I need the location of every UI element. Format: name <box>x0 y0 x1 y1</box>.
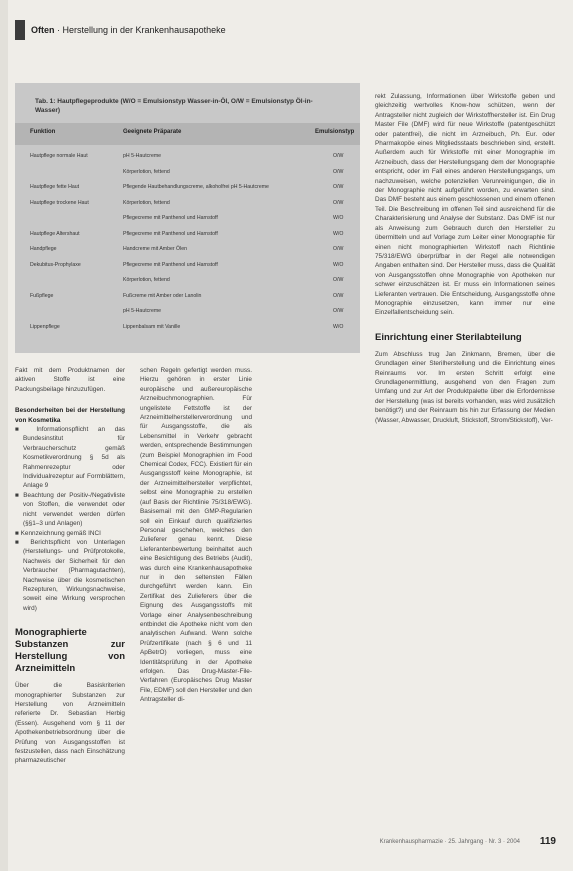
page-number: 119 <box>539 836 556 847</box>
cell-funktion: Hautpflege Altershaut <box>30 230 80 237</box>
page-footer <box>300 836 560 852</box>
col2-body: schen Regeln gefertigt werden muss. Hierzu gehören in erster Linie europäische und außereuropäische Arzneibuchmonographien. Für ungelistete Fettstoffe ist der Arzneimittelherstellerverordnung und für Ausgangsstoffe, die als Lebensmittel in Verkehr gebracht werden, entsprechende Bestimmungen (zum Beispiel Monographien im Food Chemical Codex, FCC). Existiert für ein Ausgangsstoff keine Monographie, ist der Arzneimittelhersteller verpflichtet, selbst eine Monographie zu erstellen (auf Basis der Richtlinie 75/318/EWG). Basisemail mit den GMP-Regularien soll ein Einkauf durch qualifiziertes Personal geschehen, welches den Zulieferer genau kennt. Diese Lieferantenbewertung beinhaltet auch eine Besichtigung des Betriebs (Audit), was durch eine Krankenhausapotheke nur in den seltensten Fällen durchgeführt werden kann. Ein Zertifikat des Zulieferers über die Eignung des Ausgangsstoffs mit Vorlage einer Analysenbeschreibung entbindet die Apotheke nicht vom den analytischen Aufwand. Wenn solche Prüfzertifikate (nach § 6 und 11 ApBetrO) vorliegen, muss eine Identitätsprüfung in der Apotheke erfolgen. Das Drug-Master-File-Verfahren (Europäisches Drug Master File, EDMF) soll den Hersteller und den Antragsteller di- <box>140 367 252 704</box>
cell-praeparat: pH 5-Hautcreme <box>123 153 162 159</box>
cell-emulsionstyp: W/O <box>333 215 344 221</box>
table-caption: Tab. 1: Hautpflegeprodukte (W/O = Emulsionstyp Wasser-in-Öl, O/W = Emulsionstyp Öl-in-Wasser) <box>35 98 313 114</box>
col1-intro: Fakt mit dem Produktnamen der aktiven Stoffe ist eine Packungsbeilage hinzuzufügen. <box>15 367 125 393</box>
cell-praeparat: Pflegecreme mit Panthenol und Harnstoff <box>123 261 218 268</box>
bullet-item <box>15 425 125 491</box>
cell-emulsionstyp: O/W <box>333 153 344 159</box>
cell-funktion: Hautpflege fette Haut <box>30 184 80 190</box>
cell-praeparat: Pflegecreme mit Panthenol und Harnstoff <box>123 215 218 221</box>
cell-funktion: Lippenpflege <box>30 323 60 330</box>
cell-funktion: Fußpflege <box>30 292 54 299</box>
header-text: Often · Herstellung in der Krankenhausapotheke <box>31 25 226 35</box>
cell-emulsionstyp: O/W <box>333 184 344 190</box>
th-funktion: Funktion <box>30 129 56 135</box>
bullet-text: Informationspflicht an das Bundesinstitut für Verbraucherschutz gemäß Kosmetikverordnung § 5d als Rahmenrezeptur oder Individualrezeptur auf Formblättern, Anlage 9 <box>23 426 125 490</box>
cell-funktion: Handpflege <box>30 246 57 252</box>
bullet-item <box>15 491 125 529</box>
bullet-item <box>15 538 125 613</box>
cell-emulsionstyp: W/O <box>333 323 344 330</box>
bullet-text: Kennzeichnung gemäß INCI <box>20 529 101 537</box>
running-header <box>15 10 360 40</box>
cell-emulsionstyp: W/O <box>333 261 344 268</box>
table-figure <box>15 83 360 353</box>
bullet-square-icon: ■ <box>15 426 37 434</box>
th-emulsionstyp: Emulsionstyp <box>315 129 355 135</box>
table-header-row <box>15 123 360 145</box>
cell-praeparat: Pflegende Hautbehandlungscreme, alkoholfrei pH 5-Hautcreme <box>123 184 269 190</box>
header-tab-marker <box>15 20 25 40</box>
col3-heading-steril: Einrichtung einer Sterilabteilung <box>375 331 522 343</box>
page-edge-shadow <box>0 0 8 871</box>
cell-praeparat: Fußcreme mit Amber oder Lanolin <box>123 292 202 299</box>
cell-funktion: Dekubitus-Prophylaxe <box>30 261 81 268</box>
cell-praeparat: Pflegecreme mit Panthenol und Harnstoff <box>123 230 218 237</box>
bullet-square-icon: ■ <box>15 538 31 546</box>
column-1 <box>15 366 125 766</box>
cell-emulsionstyp: O/W <box>333 199 344 206</box>
cell-emulsionstyp: O/W <box>333 292 344 299</box>
cell-praeparat: Körperlotion, fettend <box>123 168 170 175</box>
cell-emulsionstyp: W/O <box>333 230 344 237</box>
cell-praeparat: pH 5-Hautcreme <box>123 308 162 314</box>
cell-funktion: Hautpflege normale Haut <box>30 153 88 159</box>
col1-heading-monographien: Monographierte Substanzen zur Herstellung von Arzneimitteln <box>15 627 125 675</box>
cell-emulsionstyp: O/W <box>333 168 344 175</box>
column-3-text <box>375 92 555 425</box>
cell-praeparat: Körperlotion, fettend <box>123 199 170 206</box>
col1-body: Über die Basiskriterien monographierter Substanzen zur Herstellung von Arzneimitteln referierte Dr. Sebastian Herbig (Essen). Ausgehend vom § 11 der Apothekenbetriebsordnung über die Prüfung von Ausgangsstoffen ist festzustellen, dass nach Einschätzung pharmazeutischer <box>15 682 125 765</box>
th-praeparate: Geeignete Präparate <box>123 129 182 135</box>
cell-emulsionstyp: O/W <box>333 277 344 283</box>
bullet-square-icon: ■ <box>15 529 21 537</box>
cell-praeparat: Körperlotion, fettend <box>123 277 170 283</box>
col1-bullet-list <box>15 425 125 613</box>
cell-praeparat: Handcreme mit Amber Ölen <box>123 246 188 252</box>
bullet-square-icon: ■ <box>15 491 24 499</box>
bullet-item <box>15 529 125 538</box>
cell-emulsionstyp: O/W <box>333 246 344 252</box>
bullet-text: Beachtung der Positiv-/Negativliste von Stoffen, die verwendet oder nicht verwendet werden dürfen (§§1–3 und Anlagen) <box>23 491 125 528</box>
header-section: Often <box>31 25 55 35</box>
header-title: Herstellung in der Krankenhausapotheke <box>62 25 226 35</box>
footer-journal: Krankenhauspharmazie · 25. Jahrgang · Nr. 3 · 2004 <box>379 839 520 845</box>
col1-heading-kosmetika: Besonderheiten bei der Herstellung von Kosmetika <box>15 407 125 424</box>
bullet-text: Berichtspflicht von Unterlagen (Herstellungs- und Prüfprotokolle, Nachweis der Sicherheit für den Verbraucher (Pharmagutachten), Nachweise über die kosmetischen Rezepturen, Wirkungsnachweise, soweit eine Wirkung versprochen wird) <box>23 538 125 612</box>
cell-praeparat: Lippenbalsam mit Vanille <box>123 323 181 330</box>
col3-body: rekt Zulassung, Informationen über Wirkstoffe geben und gleichzeitig wertvolles Know-how schützen, wenn der Antragsteller nicht zugleich der Wirkstoffhersteller ist. Ein Drug Master File (DMF) wird für neue Wirkstoffe (patentgeschützt oder patentfrei), die nicht im Arzneibuch, Ph. Eur. oder Pharmakopöe eines Mitgliedsstaats beschrieben sind, erstellt. Außerdem auch für Wirkstoffe mit einer Monographie im Arzneibuch, dass der Herstellungsgang dem der Monographie entspricht, oder im Fall eines anderen Herstellungsgangs, um nachzuweisen, welche potenziellen Verunreinigungen, die in der Monographie nicht aufgeführt worden, zu erwarten sind. Das DMF besteht aus einem geschlossenen und einem offenen Teil. Die Beschreibung im offenen Teil sind ausreichend für die Charakterisierung und Analyse der Substanz. Das DMF ist nur als Anweisung zum Gebrauch durch den Hersteller zu übermitteln und auf Vorlage zum Leiter einer Monographie für einen nicht monographierten Wirkstoff nach Richtlinie 75/318/EWG überprüfbar in der Regel alle notwendigen Angaben enthalten sind. Der Hersteller muss, dass die Qualität von Ausgangsstoffen ohne Monographie von Apotheken nur schwer einzuschätzen ist. Er muss ein Informationen seines Lieferanten vertrauen. Die Entscheidung, Ausgangsstoffe ohne Monographie einzusetzen, kann immer nur eine Einzelfallentscheidung sein. <box>375 93 555 317</box>
col3-body2: Zum Abschluss trug Jan Zinkmann, Bremen, über die Grundlagen einer Sterilherstellung und die Einrichtung eines Reinraums vor. Im ersten Schritt erfolgt eine Grundlagenermittlung, ausgehend von den Fragen zum Umfang und zur Art der Produktpalette über die Erfordernisse der Herstellung (was ist bereits vorhanden, was wird zusätzlich benötigt?) und der Reinraum bis hin zur Erfassung der Medien (Wasser, Abwasser, Druckluft, Stickstoff, Strom/Stickstoff), Ver- <box>375 350 555 424</box>
cell-emulsionstyp: O/W <box>333 308 344 314</box>
column-2 <box>140 366 252 705</box>
cell-funktion: Hautpflege trockene Haut <box>30 199 89 206</box>
